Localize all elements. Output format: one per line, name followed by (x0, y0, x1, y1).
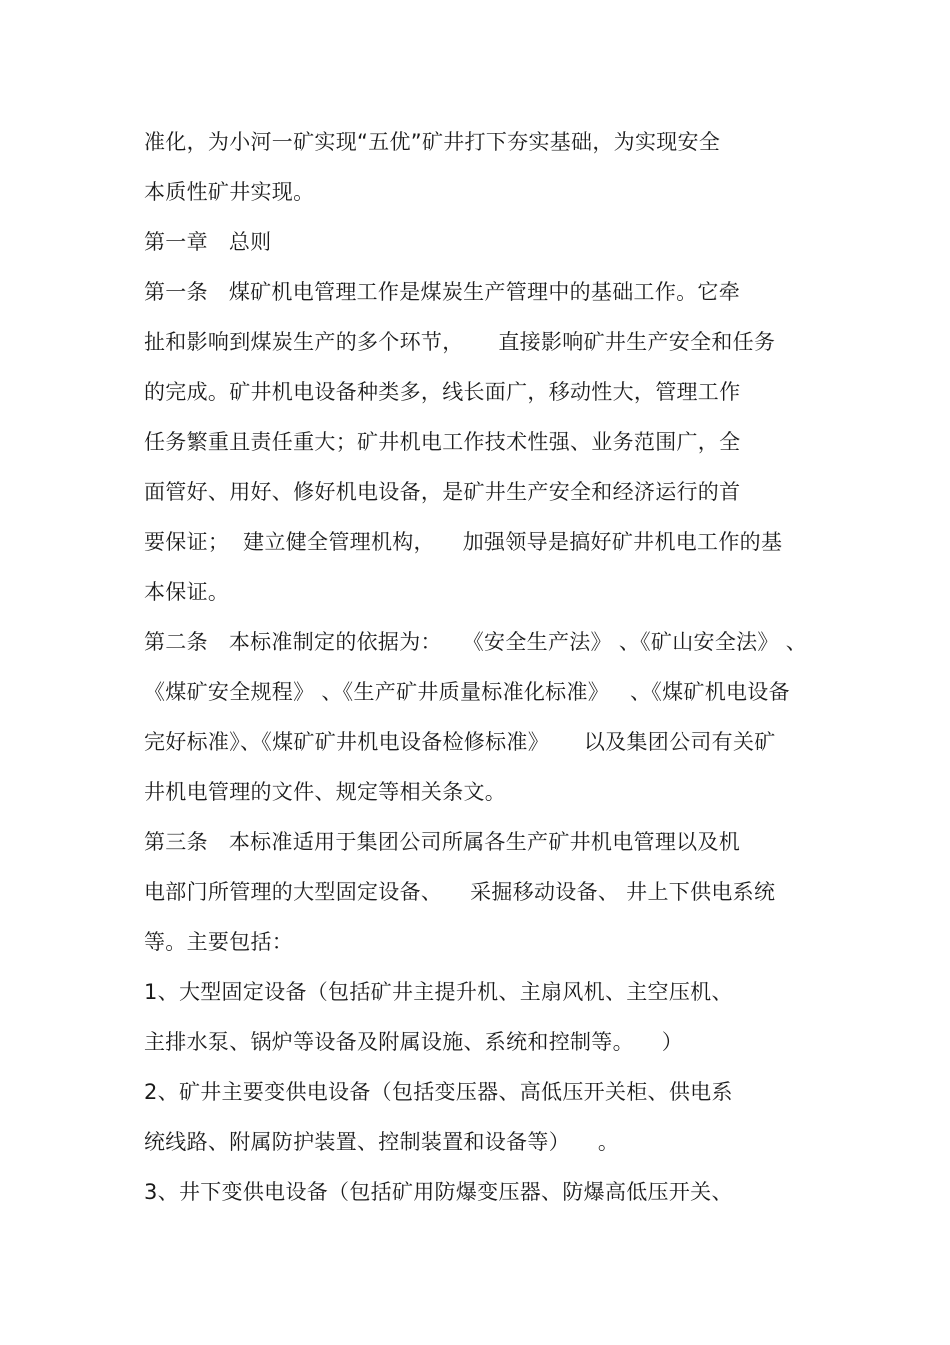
chapter-heading: 第一章 总则 (144, 230, 272, 254)
text-line: 等。主要包括： (144, 930, 294, 954)
list-item-3: 3、井下变供电设备（包括矿用防爆变压器、防爆高低压开关、 (144, 1180, 733, 1204)
text-line: 电部门所管理的大型固定设备、 采掘移动设备、 井上下供电系统 (144, 880, 776, 904)
text-line: 本质性矿井实现。 (144, 180, 315, 204)
text-line: 统线路、附属防护装置、控制装置和设备等） 。 (144, 1130, 620, 1154)
text-line: 井机电管理的文件、规定等相关条文。 (144, 780, 507, 804)
text-line: 主排水泵、锅炉等设备及附属设施、系统和控制等。 ） (144, 1030, 684, 1054)
text-line: 任务繁重且责任重大；矿井机电工作技术性强、业务范围广，全 (144, 430, 741, 454)
article-3-line: 第三条 本标准适用于集团公司所属各生产矿井机电管理以及机 (144, 830, 741, 854)
list-item-2: 2、矿井主要变供电设备（包括变压器、高低压开关柜、供电系 (144, 1080, 733, 1104)
text-line: 《煤矿安全规程》 、《生产矿井质量标准化标准》 、《煤矿机电设备 (144, 680, 790, 704)
article-1-line: 第一条 煤矿机电管理工作是煤炭生产管理中的基础工作。它牵 (144, 280, 741, 304)
text-line: 扯和影响到煤炭生产的多个环节， 直接影响矿井生产安全和任务 (144, 330, 776, 354)
article-2-line: 第二条 本标准制定的依据为： 《安全生产法》 、《矿山安全法》 、 (144, 630, 807, 654)
text-line: 面管好、用好、修好机电设备，是矿井生产安全和经济运行的首 (144, 480, 741, 504)
text-line: 要保证； 建立健全管理机构， 加强领导是搞好矿井机电工作的基 (144, 530, 783, 554)
list-item-1: 1、大型固定设备（包括矿井主提升机、主扇风机、主空压机、 (144, 980, 733, 1004)
text-line: 准化，为小河一矿实现“五优”矿井打下夯实基础，为实现安全 (144, 130, 721, 154)
text-line: 完好标准》、《煤矿矿井机电设备检修标准》 以及集团公司有关矿 (144, 730, 776, 754)
text-line: 本保证。 (144, 580, 230, 604)
text-line: 的完成。矿井机电设备种类多，线长面广，移动性大，管理工作 (144, 380, 741, 404)
